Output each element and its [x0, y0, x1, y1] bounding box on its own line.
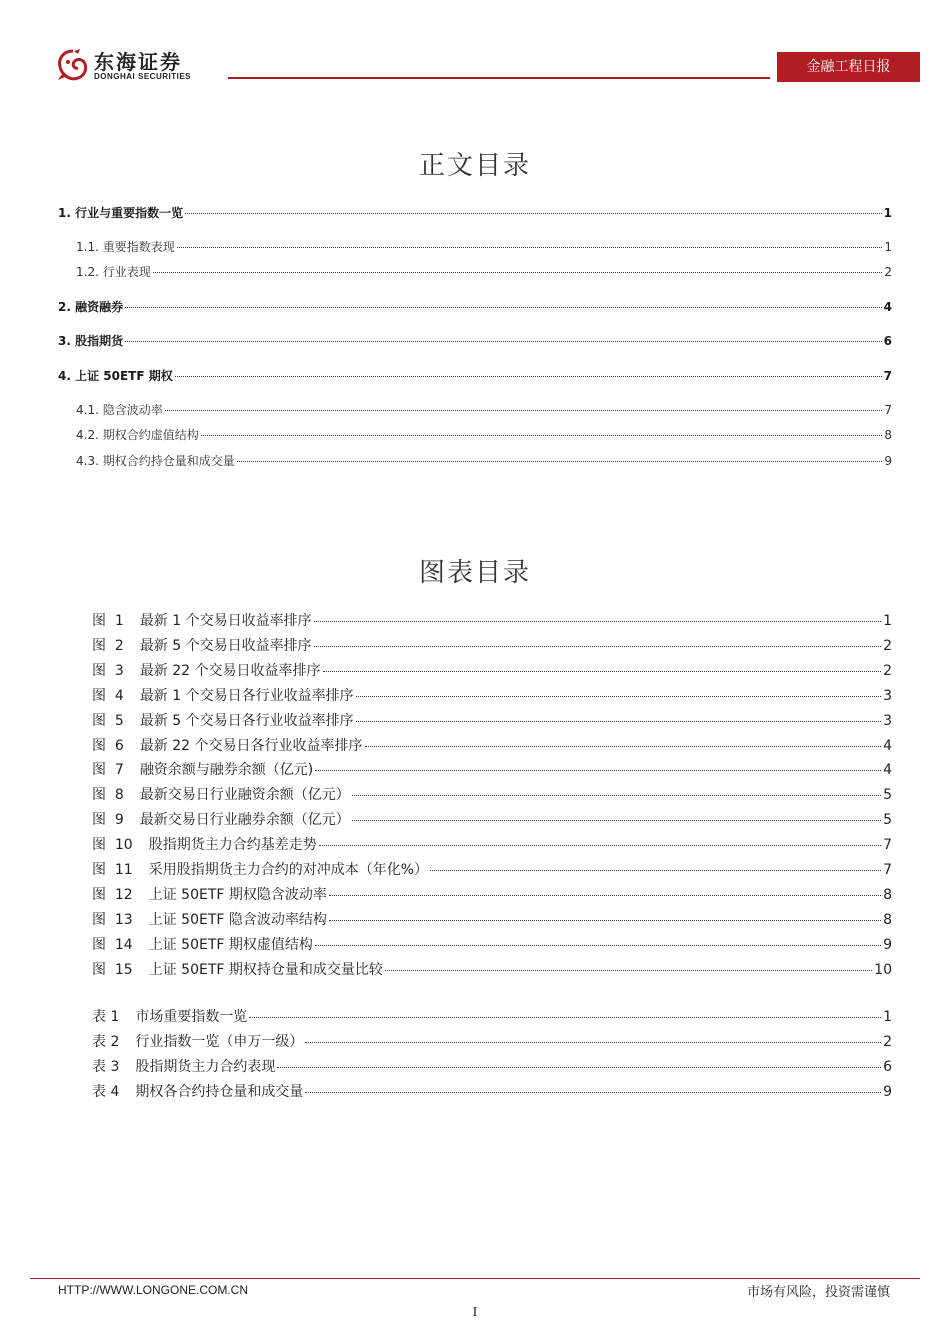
toc-item-page: 7 [883, 369, 892, 383]
toc-item-label: 4.1. 隐含波动率 [76, 403, 163, 417]
dot-leader [314, 645, 881, 647]
item-number: 图 14 [92, 936, 133, 953]
item-label: 股指期货主力合约表现 [135, 1058, 276, 1075]
toc-item[interactable] [58, 332, 892, 349]
item-number: 图 2 [92, 637, 124, 654]
item-page: 1 [883, 613, 892, 629]
dot-leader [314, 620, 881, 622]
item-label: 最新 1 个交易日收益率排序 [139, 613, 312, 629]
dot-leader [125, 340, 882, 342]
item-number: 图 8 [92, 787, 124, 804]
item-page: 4 [883, 762, 892, 779]
figure-list-item[interactable] [92, 784, 892, 804]
table-list-item[interactable] [92, 1006, 892, 1026]
table-list-item[interactable] [92, 1031, 892, 1051]
figure-list-item[interactable] [92, 635, 892, 655]
figure-list-item[interactable] [92, 660, 892, 680]
figure-list-item[interactable] [92, 909, 892, 929]
page-number: I [472, 1305, 478, 1320]
dot-leader [315, 944, 881, 946]
item-page: 10 [874, 961, 892, 978]
item-page: 9 [883, 1083, 892, 1100]
company-logo [54, 48, 224, 88]
item-label: 最新 22 个交易日收益率排序 [139, 662, 321, 679]
item-label: 最新交易日行业融资余额（亿元） [139, 787, 350, 804]
item-page: 6 [883, 1058, 892, 1075]
toc-item[interactable] [58, 298, 892, 315]
item-number: 图 6 [92, 737, 124, 754]
dot-leader [305, 1091, 881, 1093]
item-page: 5 [883, 787, 892, 804]
item-page: 8 [883, 886, 892, 903]
item-page: 9 [883, 936, 892, 953]
dot-leader [177, 246, 883, 248]
toc-item-page: 4 [883, 300, 892, 314]
item-page: 3 [883, 687, 892, 704]
item-label: 行业指数一览（申万一级） [135, 1033, 304, 1050]
table-list-item[interactable] [92, 1056, 892, 1076]
figure-list-item[interactable] [92, 834, 892, 854]
toc-item-label: 2. 融资融券 [58, 300, 124, 314]
report-type-badge: 金融工程日报 [777, 52, 920, 82]
item-number: 表 1 [92, 1009, 120, 1025]
toc-item[interactable] [76, 426, 892, 443]
figure-list-item[interactable] [92, 959, 892, 979]
footer-risk-note: 市场有风险，投资需谨慎 [746, 1285, 890, 1300]
table-list-item[interactable] [92, 1081, 892, 1101]
toc-item[interactable] [58, 367, 892, 384]
dot-leader [356, 695, 881, 697]
item-page: 2 [883, 1033, 892, 1050]
figure-list-item[interactable] [92, 759, 892, 779]
figure-list-item[interactable] [92, 685, 892, 705]
dot-leader [125, 306, 882, 308]
dot-leader [352, 794, 881, 796]
item-number: 图 3 [92, 662, 124, 679]
item-number: 图 15 [92, 961, 133, 978]
toc-item-page: 1 [883, 206, 892, 220]
item-label: 最新 22 个交易日各行业收益率排序 [139, 737, 363, 754]
item-label: 最新 1 个交易日各行业收益率排序 [139, 687, 354, 704]
item-number: 表 2 [92, 1033, 120, 1050]
dot-leader [315, 769, 881, 771]
figure-list-item[interactable] [92, 934, 892, 954]
toc-item[interactable] [76, 238, 892, 255]
figure-list-item[interactable] [92, 735, 892, 755]
toc-item-label: 4.3. 期权合约持仓量和成交量 [76, 454, 235, 468]
item-page: 5 [883, 812, 892, 829]
dot-leader [277, 1066, 881, 1068]
figure-list-item[interactable] [92, 809, 892, 829]
dot-leader [305, 1041, 881, 1043]
figures-title: 图表目录 [418, 558, 531, 588]
item-number: 表 4 [92, 1083, 120, 1100]
dot-leader [237, 460, 883, 462]
toc-item-label: 4. 上证 50ETF 期权 [58, 369, 173, 383]
figure-list-item[interactable] [92, 710, 892, 730]
item-number: 图 13 [92, 911, 133, 928]
item-number: 表 3 [92, 1058, 120, 1075]
toc-title: 正文目录 [418, 151, 531, 181]
toc-item-label: 1.2. 行业表现 [76, 265, 151, 279]
dot-leader [365, 745, 882, 747]
item-label: 市场重要指数一览 [135, 1009, 248, 1025]
dot-leader [201, 434, 883, 436]
footer-rule [30, 1278, 920, 1279]
toc-item-label: 1. 行业与重要指数一览 [58, 206, 184, 220]
dragon-logo-icon [54, 48, 92, 86]
item-page: 8 [883, 911, 892, 928]
toc-item-label: 1.1. 重要指数表现 [76, 240, 175, 254]
item-number: 图 11 [92, 862, 133, 878]
dot-leader [249, 1016, 881, 1018]
dot-leader [329, 894, 881, 896]
dot-leader [185, 212, 882, 214]
figure-list-item[interactable] [92, 884, 892, 904]
figure-list-item[interactable] [92, 610, 892, 630]
item-label: 上证 50ETF 期权虚值结构 [148, 936, 313, 953]
toc-item-page: 9 [884, 454, 892, 468]
item-label: 上证 50ETF 期权隐含波动率 [148, 886, 327, 903]
toc-item-page: 2 [884, 265, 892, 279]
dot-leader [175, 375, 882, 377]
toc-item-label: 3. 股指期货 [58, 334, 124, 348]
company-name-en: DONGHAI SECURITIES [94, 72, 192, 81]
page-header [0, 0, 950, 100]
dot-leader [356, 720, 881, 722]
item-number: 图 1 [92, 613, 124, 629]
item-label: 上证 50ETF 隐含波动率结构 [148, 911, 327, 928]
figure-list-item[interactable] [92, 859, 892, 879]
item-page: 3 [883, 712, 892, 729]
header-rule [228, 77, 770, 79]
dot-leader [323, 670, 882, 672]
item-number: 图 5 [92, 712, 124, 729]
item-page: 7 [883, 862, 892, 878]
toc-item[interactable] [76, 263, 892, 280]
item-number: 图 4 [92, 687, 124, 704]
company-name-cn: 东海证券 [94, 50, 182, 74]
item-number: 图 12 [92, 886, 133, 903]
dot-leader [153, 271, 883, 273]
toc-item[interactable] [76, 452, 892, 469]
toc-item-page: 7 [884, 403, 892, 417]
item-number: 图 7 [92, 762, 124, 779]
toc-item-label: 4.2. 期权合约虚值结构 [76, 428, 199, 442]
toc-item-page: 6 [883, 334, 892, 348]
item-page: 2 [883, 637, 892, 654]
item-number: 图 10 [92, 837, 133, 854]
item-label: 最新 5 个交易日各行业收益率排序 [139, 712, 354, 729]
item-page: 4 [883, 737, 892, 754]
toc-item[interactable] [76, 401, 892, 418]
item-label: 股指期货主力合约基差走势 [148, 837, 317, 854]
item-label: 最新交易日行业融券余额（亿元） [139, 812, 350, 829]
dot-leader [430, 869, 881, 871]
item-label: 最新 5 个交易日收益率排序 [139, 637, 312, 654]
item-label: 期权各合约持仓量和成交量 [135, 1083, 304, 1100]
item-page: 7 [883, 837, 892, 854]
dot-leader [352, 819, 881, 821]
item-page: 2 [883, 662, 892, 679]
dot-leader [329, 919, 881, 921]
item-label: 融资余额与融券余额（亿元) [139, 762, 314, 779]
footer-url[interactable]: HTTP://WWW.LONGONE.COM.CN [58, 1283, 248, 1297]
item-number: 图 9 [92, 812, 124, 829]
item-page: 1 [883, 1009, 892, 1025]
item-label: 上证 50ETF 期权持仓量和成交量比较 [148, 961, 383, 978]
toc-item[interactable] [58, 204, 892, 221]
dot-leader [165, 409, 883, 411]
toc-item-page: 8 [884, 428, 892, 442]
dot-leader [385, 969, 872, 971]
item-label: 采用股指期货主力合约的对冲成本（年化%） [148, 862, 429, 878]
dot-leader [319, 844, 881, 846]
toc-item-page: 1 [884, 240, 892, 254]
